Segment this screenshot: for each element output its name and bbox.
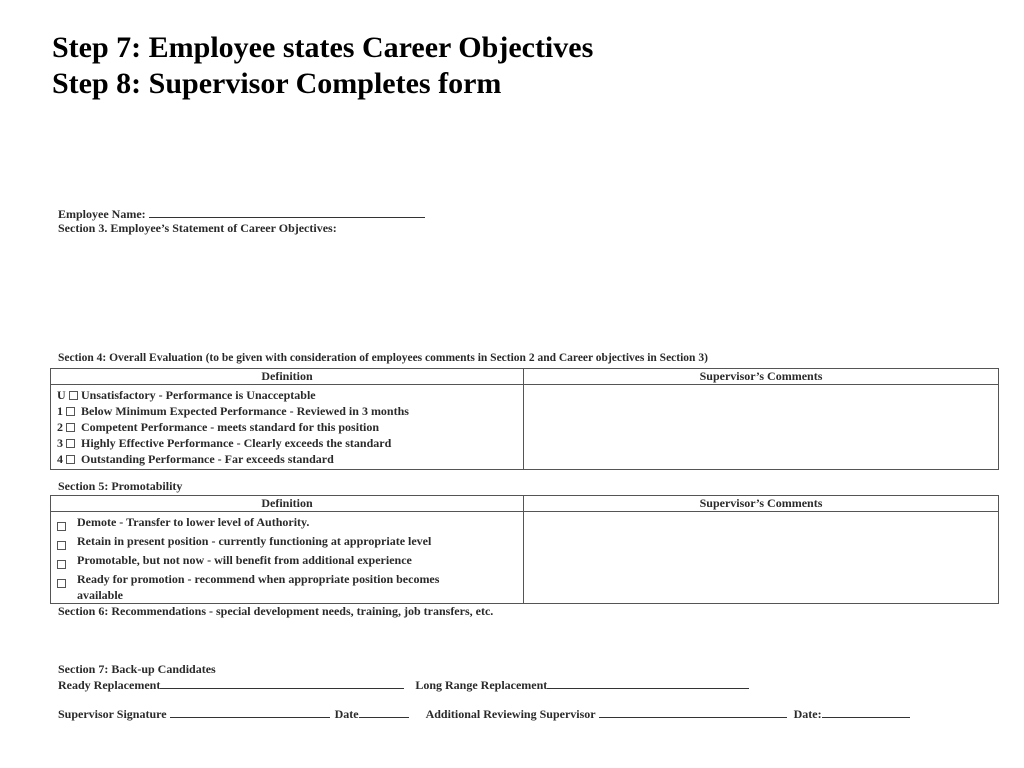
promotability-option-text: Retain in present position - currently functioning at appropriate level bbox=[77, 534, 432, 548]
additional-reviewing-supervisor-field[interactable] bbox=[599, 706, 787, 718]
promotability-options bbox=[51, 512, 524, 604]
checkbox-icon[interactable] bbox=[66, 407, 75, 416]
promotability-option[interactable] bbox=[51, 552, 523, 571]
checkbox-icon[interactable] bbox=[57, 560, 66, 569]
supervisor-comments-cell[interactable] bbox=[524, 385, 999, 470]
section-4-table bbox=[50, 368, 999, 470]
employee-name-row bbox=[58, 206, 425, 222]
evaluation-option[interactable]: 3 Highly Effective Performance - Clearly exceeds the standard bbox=[57, 435, 392, 450]
heading-step-8: Step 8: Supervisor Completes form bbox=[52, 67, 502, 100]
section-5-label: Section 5: Promotability bbox=[58, 479, 183, 493]
promotability-option-text: Promotable, but not now - will benefit from additional experience bbox=[77, 553, 412, 567]
checkbox-icon[interactable] bbox=[57, 541, 66, 550]
replacement-row bbox=[58, 677, 749, 693]
definition-header: Definition bbox=[51, 496, 524, 512]
supervisor-signature-field[interactable] bbox=[170, 706, 330, 718]
employee-name-label: Employee Name: bbox=[58, 207, 146, 221]
signature-row bbox=[58, 706, 910, 722]
checkbox-icon[interactable] bbox=[57, 522, 66, 531]
evaluation-option-text: Competent Performance - meets standard for this position bbox=[81, 419, 380, 434]
evaluation-option[interactable]: 1 Below Minimum Expected Performance - Reviewed in 3 months bbox=[57, 403, 409, 418]
checkbox-icon[interactable] bbox=[66, 455, 75, 464]
evaluation-options bbox=[51, 385, 524, 470]
section-6-label: Section 6: Recommendations - special development needs, training, job transfers, etc. bbox=[58, 604, 494, 618]
supervisor-comments-header: Supervisor’s Comments bbox=[524, 369, 999, 385]
ready-replacement-label: Ready Replacement bbox=[58, 678, 161, 692]
supervisor-signature-label: Supervisor Signature bbox=[58, 707, 167, 721]
date-field-2[interactable] bbox=[822, 706, 910, 718]
checkbox-icon[interactable] bbox=[66, 439, 75, 448]
evaluation-option-text: Below Minimum Expected Performance - Reviewed in 3 months bbox=[81, 403, 409, 418]
checkbox-icon[interactable] bbox=[66, 423, 75, 432]
evaluation-option-text: Outstanding Performance - Far exceeds standard bbox=[81, 451, 334, 466]
evaluation-option-text: Unsatisfactory - Performance is Unacceptable bbox=[81, 387, 316, 402]
section-4-label: Section 4: Overall Evaluation (to be given with consideration of employees comments in Section 2 and Career objectives in Section 3) bbox=[58, 352, 708, 364]
long-range-replacement-field[interactable] bbox=[547, 677, 749, 689]
evaluation-option[interactable]: U Unsatisfactory - Performance is Unacceptable bbox=[57, 387, 316, 402]
date-label: Date bbox=[334, 707, 359, 721]
scanned-form bbox=[58, 200, 1002, 750]
evaluation-option-text: Highly Effective Performance - Clearly exceeds the standard bbox=[81, 435, 392, 450]
additional-reviewing-supervisor-label: Additional Reviewing Supervisor bbox=[425, 707, 596, 721]
promotability-option-text: Demote - Transfer to lower level of Authority. bbox=[77, 515, 310, 529]
date-label-2: Date: bbox=[793, 707, 822, 721]
evaluation-option[interactable]: 4 Outstanding Performance - Far exceeds standard bbox=[57, 451, 334, 466]
section-3-label: Section 3. Employee’s Statement of Career Objectives: bbox=[58, 221, 337, 235]
supervisor-comments-header: Supervisor’s Comments bbox=[524, 496, 999, 512]
evaluation-option[interactable]: 2 Competent Performance - meets standard for this position bbox=[57, 419, 380, 434]
definition-header: Definition bbox=[51, 369, 524, 385]
section-5-table bbox=[50, 495, 999, 604]
long-range-replacement-label: Long Range Replacement bbox=[415, 678, 548, 692]
employee-name-field[interactable] bbox=[149, 206, 425, 218]
heading-step-7: Step 7: Employee states Career Objectives bbox=[52, 31, 594, 64]
promotability-option[interactable] bbox=[51, 571, 523, 603]
checkbox-icon[interactable] bbox=[57, 579, 66, 588]
promotability-option[interactable] bbox=[51, 514, 523, 533]
ready-replacement-field[interactable] bbox=[160, 677, 404, 689]
slide-title bbox=[52, 30, 593, 102]
supervisor-comments-cell[interactable] bbox=[524, 512, 999, 604]
promotability-option-text: Ready for promotion - recommend when appropriate position becomes available bbox=[77, 572, 440, 602]
date-field[interactable] bbox=[359, 706, 409, 718]
promotability-option[interactable] bbox=[51, 533, 523, 552]
checkbox-icon[interactable] bbox=[69, 391, 78, 400]
section-7-label: Section 7: Back-up Candidates bbox=[58, 662, 216, 676]
